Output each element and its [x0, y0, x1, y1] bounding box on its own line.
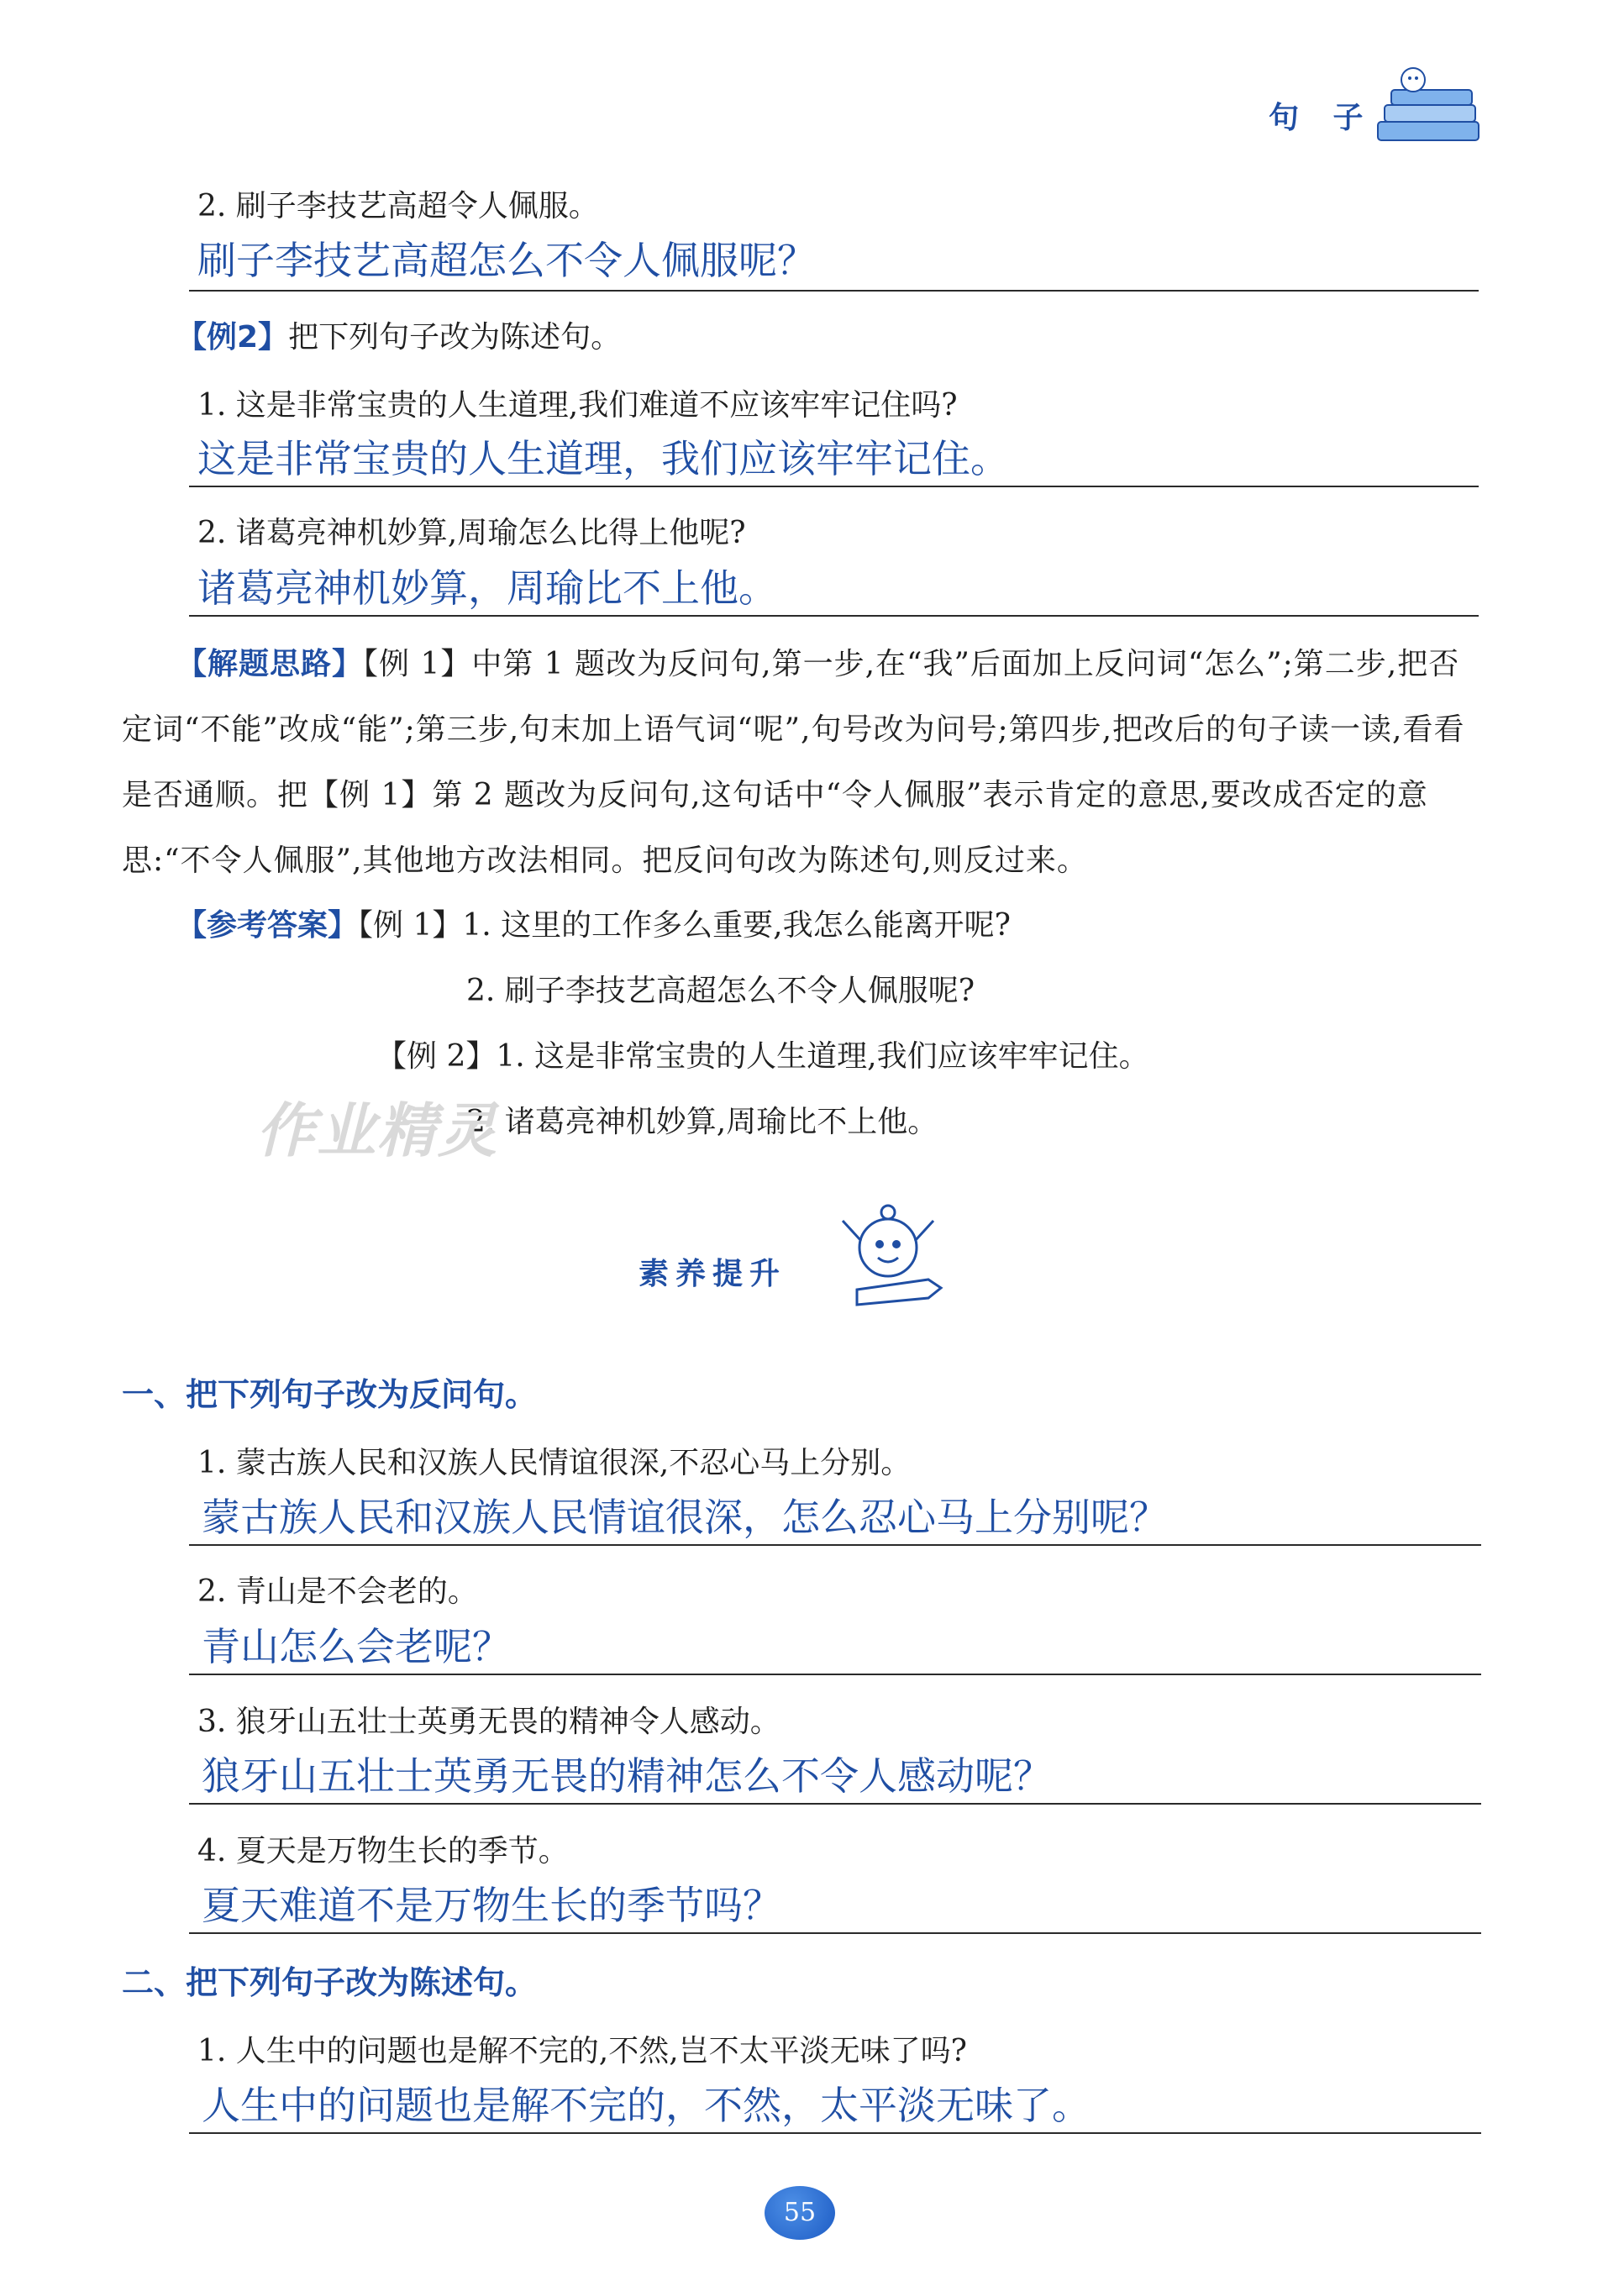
example1-question-2: 2. 刷子李技艺高超令人佩服。 [197, 189, 599, 223]
section1-answer-1: 蒙古族人民和汉族人民情谊很深，怎么忍心马上分别呢？ [202, 1495, 1168, 1540]
section1-question-3: 3. 狼牙山五壮士英勇无畏的精神令人感动。 [197, 1705, 780, 1739]
example1-answer-2: 刷子李技艺高超怎么不令人佩服呢？ [197, 238, 816, 283]
answer-line [189, 290, 1479, 292]
answer-line [189, 2132, 1481, 2134]
analysis-paragraph [122, 632, 1483, 894]
analysis-text: 【例 1】中第 1 题改为反问句,第一步,在“我”后面加上反问词“怎么”;第二步,把否定词“不能”改成“能”;第三步,句末加上语气词“呢”,句号改为问号;第四步,把改后的句子读一读,看看是否通顺。把【例 1】第 2 题改为反问句,这句话中“令人佩服”表示肯定的意思,要改成否定的意思:“不令人佩服”,其他地方改法相同。把反问句改为陈述句,则反过来。 [122, 647, 1465, 878]
cartoon-pencil-mascot-icon [828, 1189, 954, 1315]
reference-row-3 [376, 1040, 1149, 1074]
answer-line [189, 1674, 1481, 1675]
section-banner-title: 素养提升 [639, 1257, 787, 1291]
watermark: 作业精灵 [256, 1096, 498, 1165]
example2-instruction: 把下列句子改为陈述句。 [288, 320, 622, 355]
reference-ex2-label: 【例 2】 [376, 1039, 497, 1074]
reference-ex2-answer-1: 1. 这是非常宝贵的人生道理,我们应该牢牢记住。 [496, 1039, 1149, 1074]
example2-answer-2: 诸葛亮神机妙算，周瑜比不上他。 [197, 565, 777, 611]
example2-question-2: 2. 诸葛亮神机妙算,周瑜怎么比得上他呢? [197, 516, 746, 550]
reference-ex2-answer-2: 2. 诸葛亮神机妙算,周瑜比不上他。 [466, 1105, 938, 1139]
example2-answer-1: 这是非常宝贵的人生道理，我们应该牢牢记住。 [197, 436, 1009, 481]
analysis-tag: 【解题思路】 [176, 647, 364, 681]
section2-title: 二、把下列句子改为陈述句。 [122, 1964, 538, 2001]
reference-ex1-answer-1: 1. 这里的工作多么重要,我怎么能离开呢? [462, 908, 1011, 943]
reference-ex1-answer-2: 2. 刷子李技艺高超怎么不令人佩服呢? [466, 974, 975, 1008]
answer-line [189, 1803, 1481, 1805]
reference-row-1 [176, 909, 1011, 943]
reference-ex1-label: 【例 1】 [358, 908, 463, 943]
reference-tag: 【参考答案】 [176, 908, 359, 943]
section1-answer-2: 青山怎么会老呢？ [202, 1624, 511, 1669]
example2-question-1: 1. 这是非常宝贵的人生道理,我们难道不应该牢牢记住吗? [197, 388, 958, 423]
example2-heading [176, 321, 621, 355]
answer-line [189, 486, 1479, 487]
section1-question-2: 2. 青山是不会老的。 [197, 1574, 478, 1609]
answer-line [189, 615, 1479, 617]
answer-line [189, 1544, 1481, 1546]
example2-tag: 【例2】 [176, 320, 289, 355]
section1-answer-4: 夏天难道不是万物生长的季节吗？ [202, 1883, 781, 1928]
page-header-title: 句 子 [1269, 101, 1375, 135]
section2-answer-1: 人生中的问题也是解不完的，不然，太平淡无味了。 [202, 2083, 1091, 2128]
answer-line [189, 1932, 1481, 1934]
section1-question-4: 4. 夏天是万物生长的季节。 [197, 1834, 569, 1868]
section2-question-1: 1. 人生中的问题也是解不完的,不然,岂不太平淡无味了吗? [197, 2034, 967, 2068]
section1-title: 一、把下列句子改为反问句。 [122, 1376, 538, 1413]
section1-question-1: 1. 蒙古族人民和汉族人民情谊很深,不忍心马上分别。 [197, 1446, 912, 1480]
section1-answer-3: 狼牙山五壮士英勇无畏的精神怎么不令人感动呢？ [202, 1753, 1052, 1799]
books-girl-icon [1369, 63, 1487, 147]
page-number-badge: 55 [765, 2186, 835, 2240]
